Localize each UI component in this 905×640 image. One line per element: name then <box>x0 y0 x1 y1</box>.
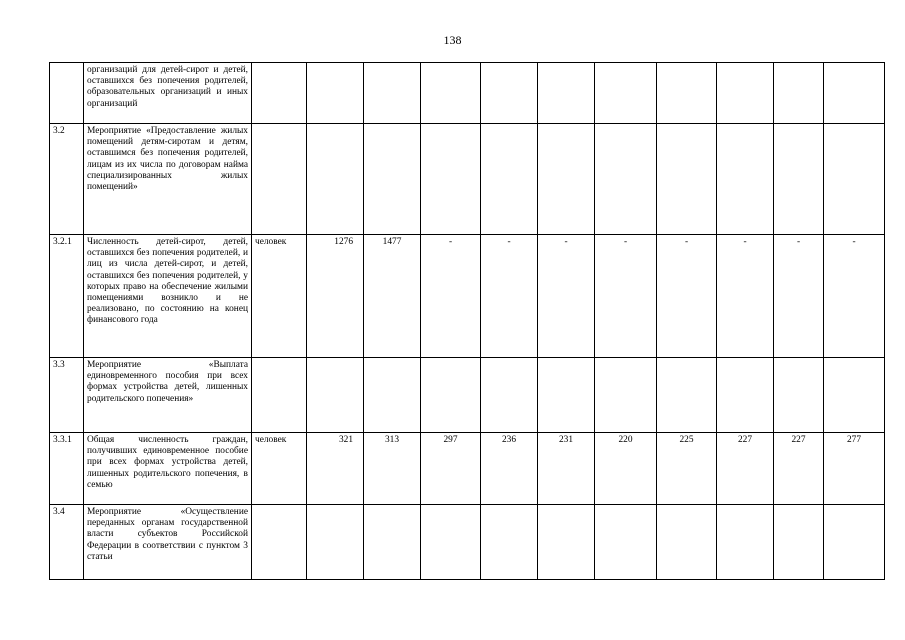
unit-cell <box>252 505 307 580</box>
unit-cell <box>252 358 307 433</box>
description-cell: организаций для детей-сирот и детей, оставшихся без попечения родителей, образовательных организаций и иных организаций <box>84 63 252 124</box>
value-cell <box>481 124 538 235</box>
value-cell <box>364 63 421 124</box>
table-row <box>50 63 885 124</box>
description-cell: Численность детей-сирот, детей, оставшихся без попечения родителей, и лиц из числа детей-сирот, и детей, оставшихся без попечения родителей, у которых право на обеспечение жилыми помещениями возникло и не реализовано, по состоянию на конец финансового года <box>84 235 252 358</box>
value-cell <box>421 63 481 124</box>
value-cell <box>824 63 885 124</box>
page-number: 138 <box>443 33 462 47</box>
value-cell <box>421 124 481 235</box>
value-cell <box>717 505 774 580</box>
value-cell: 220 <box>595 433 657 505</box>
value-cell: 1477 <box>364 235 421 358</box>
value-cell <box>824 124 885 235</box>
value-cell <box>774 358 824 433</box>
value-cell <box>481 505 538 580</box>
value-cell <box>364 358 421 433</box>
unit-cell <box>252 63 307 124</box>
value-cell <box>774 63 824 124</box>
value-cell <box>595 124 657 235</box>
table-row <box>50 358 885 433</box>
row-number-cell <box>50 63 84 124</box>
table-row <box>50 505 885 580</box>
value-cell <box>595 63 657 124</box>
value-cell <box>364 505 421 580</box>
value-cell <box>774 505 824 580</box>
row-number-cell: 3.4 <box>50 505 84 580</box>
description-cell: Общая численность граждан, получивших единовременное пособие при всех формах устройства детей, лишенных родительского попечения, в семью <box>84 433 252 505</box>
value-cell: 227 <box>717 433 774 505</box>
value-cell: 313 <box>364 433 421 505</box>
value-cell <box>657 63 717 124</box>
unit-cell: человек <box>252 235 307 358</box>
value-cell: - <box>595 235 657 358</box>
value-cell <box>717 358 774 433</box>
value-cell <box>307 505 364 580</box>
value-cell <box>307 124 364 235</box>
value-cell <box>595 358 657 433</box>
indicator-table <box>49 62 885 580</box>
row-number-cell: 3.2 <box>50 124 84 235</box>
value-cell: - <box>421 235 481 358</box>
value-cell: 227 <box>774 433 824 505</box>
value-cell: 1276 <box>307 235 364 358</box>
value-cell: 297 <box>421 433 481 505</box>
description-cell: Мероприятие «Осуществление переданных органам государственной власти субъектов Российской Федерации в соответствии с пунктом 3 статьи <box>84 505 252 580</box>
value-cell <box>657 124 717 235</box>
unit-cell <box>252 124 307 235</box>
description-cell: Мероприятие «Предоставление жилых помещений детям-сиротам и детям, оставшимся без попечения родителей, лицам из их числа по договорам найма специализированных жилых помещений» <box>84 124 252 235</box>
value-cell: - <box>538 235 595 358</box>
row-number-cell: 3.2.1 <box>50 235 84 358</box>
value-cell <box>421 505 481 580</box>
value-cell: 236 <box>481 433 538 505</box>
value-cell: - <box>717 235 774 358</box>
value-cell <box>538 505 595 580</box>
unit-cell: человек <box>252 433 307 505</box>
value-cell <box>538 124 595 235</box>
value-cell: 231 <box>538 433 595 505</box>
value-cell <box>421 358 481 433</box>
value-cell <box>595 505 657 580</box>
value-cell: - <box>774 235 824 358</box>
value-cell <box>824 358 885 433</box>
value-cell: 321 <box>307 433 364 505</box>
table-row <box>50 124 885 235</box>
value-cell <box>307 358 364 433</box>
value-cell <box>657 358 717 433</box>
value-cell: - <box>824 235 885 358</box>
value-cell: 225 <box>657 433 717 505</box>
table-row <box>50 235 885 358</box>
value-cell <box>657 505 717 580</box>
row-number-cell: 3.3 <box>50 358 84 433</box>
value-cell: 277 <box>824 433 885 505</box>
value-cell <box>481 63 538 124</box>
value-cell <box>717 63 774 124</box>
value-cell <box>774 124 824 235</box>
value-cell <box>307 63 364 124</box>
value-cell <box>538 358 595 433</box>
value-cell <box>538 63 595 124</box>
value-cell <box>717 124 774 235</box>
value-cell: - <box>481 235 538 358</box>
value-cell <box>824 505 885 580</box>
value-cell <box>481 358 538 433</box>
table-row <box>50 433 885 505</box>
row-number-cell: 3.3.1 <box>50 433 84 505</box>
description-cell: Мероприятие «Выплата единовременного пособия при всех формах устройства детей, лишенных родительского попечения» <box>84 358 252 433</box>
value-cell <box>364 124 421 235</box>
value-cell: - <box>657 235 717 358</box>
